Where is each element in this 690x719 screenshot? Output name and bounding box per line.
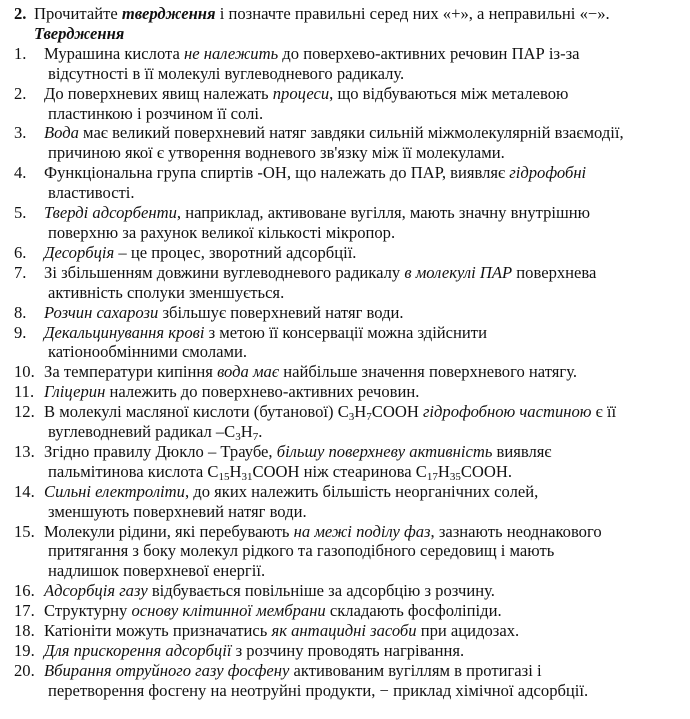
statement-item	[14, 323, 680, 363]
statement-item	[14, 601, 680, 621]
statement-line	[44, 482, 680, 502]
text-run: гідрофобною частиною	[422, 402, 592, 422]
text-run: H	[354, 402, 367, 422]
subscript: 17	[426, 470, 438, 483]
statement-number: 2.	[14, 83, 27, 103]
statement-line	[44, 303, 680, 323]
text-run: активність сполуки зменшується.	[48, 282, 285, 302]
text-run: Функціональна група спиртів -ОН, що належать до ПАР, виявляє	[44, 163, 510, 183]
statement-text	[44, 303, 680, 323]
statement-text	[44, 482, 680, 522]
statement-line	[44, 203, 680, 223]
text-run: вода має	[217, 362, 280, 382]
statement-line	[44, 422, 680, 442]
text-run: COOH ніж стеаринова C	[252, 461, 427, 481]
statement-line	[44, 243, 680, 263]
statement-line	[44, 681, 680, 701]
statement-line	[44, 362, 680, 382]
statement-text	[44, 163, 680, 203]
statement-number: 20.	[14, 660, 35, 680]
statement-line	[44, 223, 680, 243]
statement-text	[44, 44, 680, 84]
statement-number: 9.	[14, 322, 27, 342]
statement-number: 8.	[14, 302, 27, 322]
task-emphasis: твердження	[121, 4, 216, 23]
subscript: 31	[241, 470, 253, 483]
text-run: H	[229, 461, 242, 481]
text-run: належить до поверхнево-активних речовин.	[105, 382, 420, 402]
text-run: надлишок поверхневої енергії.	[48, 561, 266, 581]
statement-line	[44, 342, 680, 362]
statement-number: 3.	[14, 123, 27, 143]
text-run: не належить	[184, 43, 279, 63]
text-run: при ацидозах.	[416, 621, 520, 641]
text-run: як антацидні засоби	[271, 621, 417, 641]
text-run: В молекулі масляної кислоти (бутанової) C	[44, 402, 349, 422]
statement-text	[44, 402, 680, 442]
text-run: з розчину проводять нагрівання.	[231, 641, 465, 660]
statement-item	[14, 482, 680, 522]
statement-item	[14, 402, 680, 442]
text-run: поверхню за рахунок великої кількості мікропор.	[48, 222, 396, 242]
task-text: Прочитайте твердження і позначте правильні серед них «+», а неправильні «−».	[34, 4, 610, 23]
statement-text	[44, 323, 680, 363]
statement-text	[44, 123, 680, 163]
statement-line	[44, 541, 680, 561]
statement-number: 18.	[14, 621, 35, 641]
text-run: Розчин сахарози	[44, 302, 159, 322]
statement-line	[44, 263, 680, 283]
statement-item	[14, 163, 680, 203]
text-run: COOH.	[460, 461, 513, 481]
statement-line	[44, 641, 680, 661]
statement-text	[44, 661, 680, 701]
statement-text	[44, 382, 680, 402]
statement-line	[44, 621, 680, 641]
statement-text	[44, 581, 680, 601]
statement-number: 16.	[14, 581, 35, 601]
statement-item	[14, 382, 680, 402]
statement-list	[14, 44, 680, 701]
statement-line	[44, 522, 680, 542]
text-run: Зі збільшенням довжини вуглеводневого радикалу	[44, 262, 405, 282]
statement-item	[14, 621, 680, 641]
statement-item	[14, 581, 680, 601]
statement-number: 1.	[14, 43, 27, 63]
subscript: 3	[235, 431, 241, 444]
text-run: властивості.	[48, 183, 135, 203]
text-run: відбувається повільніше за адсорбцію з розчину.	[147, 581, 495, 601]
statement-line	[44, 462, 680, 482]
text-run: в молекулі ПАР	[404, 262, 513, 282]
text-run: , наприклад, активоване вугілля, мають значну внутрішню	[176, 203, 591, 223]
text-run: Тверді адсорбенти	[44, 203, 177, 223]
text-run: з метою її консервації можна здійснити	[204, 322, 487, 342]
text-run: , зазнають неоднакового	[430, 521, 602, 541]
text-run: складають фосфоліпіди.	[325, 601, 502, 621]
statement-text	[44, 442, 680, 482]
text-run: гідрофобні	[509, 163, 587, 183]
statement-item	[14, 263, 680, 303]
statement-item	[14, 44, 680, 84]
statement-number: 6.	[14, 242, 27, 262]
statement-number: 4.	[14, 163, 27, 183]
text-run: пальмітинова кислота C	[48, 461, 219, 481]
statement-line	[44, 64, 680, 84]
text-run: Адсорбція газу	[44, 581, 148, 601]
text-run: є її	[591, 402, 617, 422]
text-run: COOH	[371, 402, 423, 422]
text-run: .	[258, 422, 263, 442]
text-run: збільшує поверхневий натяг води.	[158, 302, 404, 322]
text-run: H	[240, 422, 253, 442]
text-run: , до яких належить більшість неорганічних солей,	[184, 481, 539, 501]
text-run: Десорбція	[44, 242, 115, 262]
text-run: – це процес, зворотний адсорбції.	[114, 242, 357, 262]
subscript: 3	[348, 411, 355, 424]
statement-number: 10.	[14, 362, 35, 382]
text-run: Для прискорення адсорбції	[44, 641, 232, 660]
statement-line	[44, 382, 680, 402]
statement-line	[44, 402, 680, 422]
statement-line	[44, 123, 680, 143]
statement-text	[44, 243, 680, 263]
text-run: H	[437, 461, 450, 481]
text-run: основу клітинної мембрани	[131, 601, 326, 621]
text-run: Гліцерин	[44, 382, 106, 402]
subscript: 15	[218, 470, 230, 483]
statement-line	[44, 661, 680, 681]
statement-line	[44, 581, 680, 601]
text-run: За температури кипіння	[44, 362, 218, 382]
statement-line	[44, 601, 680, 621]
text-run: , що відбуваються між металевою	[329, 83, 569, 103]
section-heading: Твердження	[34, 23, 125, 43]
text-run: Молекули рідини, які перебувають	[44, 521, 294, 541]
statement-item	[14, 661, 680, 701]
statement-line	[44, 283, 680, 303]
text-run: катіонообмінними смолами.	[48, 342, 248, 362]
statement-number: 17.	[14, 601, 35, 621]
text-run: Вода	[44, 123, 79, 143]
text-run: До поверхневих явищ належать	[44, 83, 273, 103]
text-run: найбільше значення поверхневого натягу.	[279, 362, 577, 382]
text-run: пластинкою і розчином її солі.	[48, 103, 264, 123]
statement-line	[44, 442, 680, 462]
text-run: поверхнева	[512, 262, 597, 282]
statement-text	[44, 621, 680, 641]
statement-item	[14, 243, 680, 263]
text-run: процеси	[272, 83, 330, 103]
text-run: до поверхево-активних речовин ПАР із-за	[278, 43, 580, 63]
statement-item	[14, 84, 680, 124]
statement-item	[14, 362, 680, 382]
text-run: притягання з боку молекул рідкого та газоподібного середовищ і мають	[48, 541, 555, 561]
statement-number: 7.	[14, 262, 27, 282]
text-run: Згідно правилу Дюкло – Траубе,	[44, 441, 277, 461]
statement-number: 11.	[14, 382, 35, 402]
statement-line	[44, 163, 680, 183]
text-run: активованим вугіллям в протигазі і	[289, 660, 542, 680]
statement-text	[44, 84, 680, 124]
subscript: 35	[449, 470, 461, 483]
subscript: 7	[252, 431, 259, 444]
task-number: 2.	[14, 4, 27, 23]
text-run: причиною якої є утворення водневого зв'язку між її молекулами.	[48, 143, 505, 163]
text-run: Вбирання отруйного газу фосфену	[44, 660, 290, 680]
subscript: 7	[366, 411, 372, 424]
text-run: більшу поверхневу активність	[276, 441, 493, 461]
statement-text	[44, 362, 680, 382]
text-run: вуглеводневий радикал –C	[48, 422, 236, 442]
statement-line	[44, 183, 680, 203]
text-run: відсутності в її молекулі вуглеводневого радикалу.	[48, 63, 405, 83]
text-run: Сильні електроліти	[44, 481, 185, 501]
text-run: Структурну	[44, 601, 132, 621]
statement-item	[14, 123, 680, 163]
statement-text	[44, 263, 680, 303]
statement-line	[44, 44, 680, 64]
text-run: Декальцинування крові	[44, 322, 205, 342]
statement-number: 13.	[14, 441, 35, 461]
text-run: Мурашина кислота	[44, 43, 184, 63]
statement-line	[44, 502, 680, 522]
statement-number: 12.	[14, 402, 35, 422]
statement-number: 15.	[14, 521, 35, 541]
statement-text	[44, 522, 680, 582]
statement-text	[44, 601, 680, 621]
statement-item	[14, 641, 680, 661]
text-run: перетворення фосгену на неотруйні продукти, − приклад хімічної адсорбції.	[48, 680, 589, 700]
statement-text	[44, 641, 680, 661]
statement-item	[14, 522, 680, 582]
text-run: Катіоніти можуть призначатись	[44, 621, 272, 641]
statement-number: 14.	[14, 481, 35, 501]
text-run: має великий поверхневий натяг завдяки сильній міжмолекулярній взаємодії,	[78, 123, 624, 143]
text-run: зменшують поверхневий натяг води.	[48, 501, 307, 521]
text-run: на межі поділу фаз	[293, 521, 431, 541]
task-instruction	[14, 4, 680, 24]
statement-line	[44, 84, 680, 104]
statement-line	[44, 323, 680, 343]
statement-text	[44, 203, 680, 243]
statement-item	[14, 442, 680, 482]
statement-number: 19.	[14, 641, 35, 660]
statement-line	[44, 561, 680, 581]
text-run: виявляє	[492, 441, 552, 461]
statement-item	[14, 203, 680, 243]
statement-line	[44, 143, 680, 163]
statement-number: 5.	[14, 203, 27, 223]
statement-line	[44, 104, 680, 124]
statement-item	[14, 303, 680, 323]
